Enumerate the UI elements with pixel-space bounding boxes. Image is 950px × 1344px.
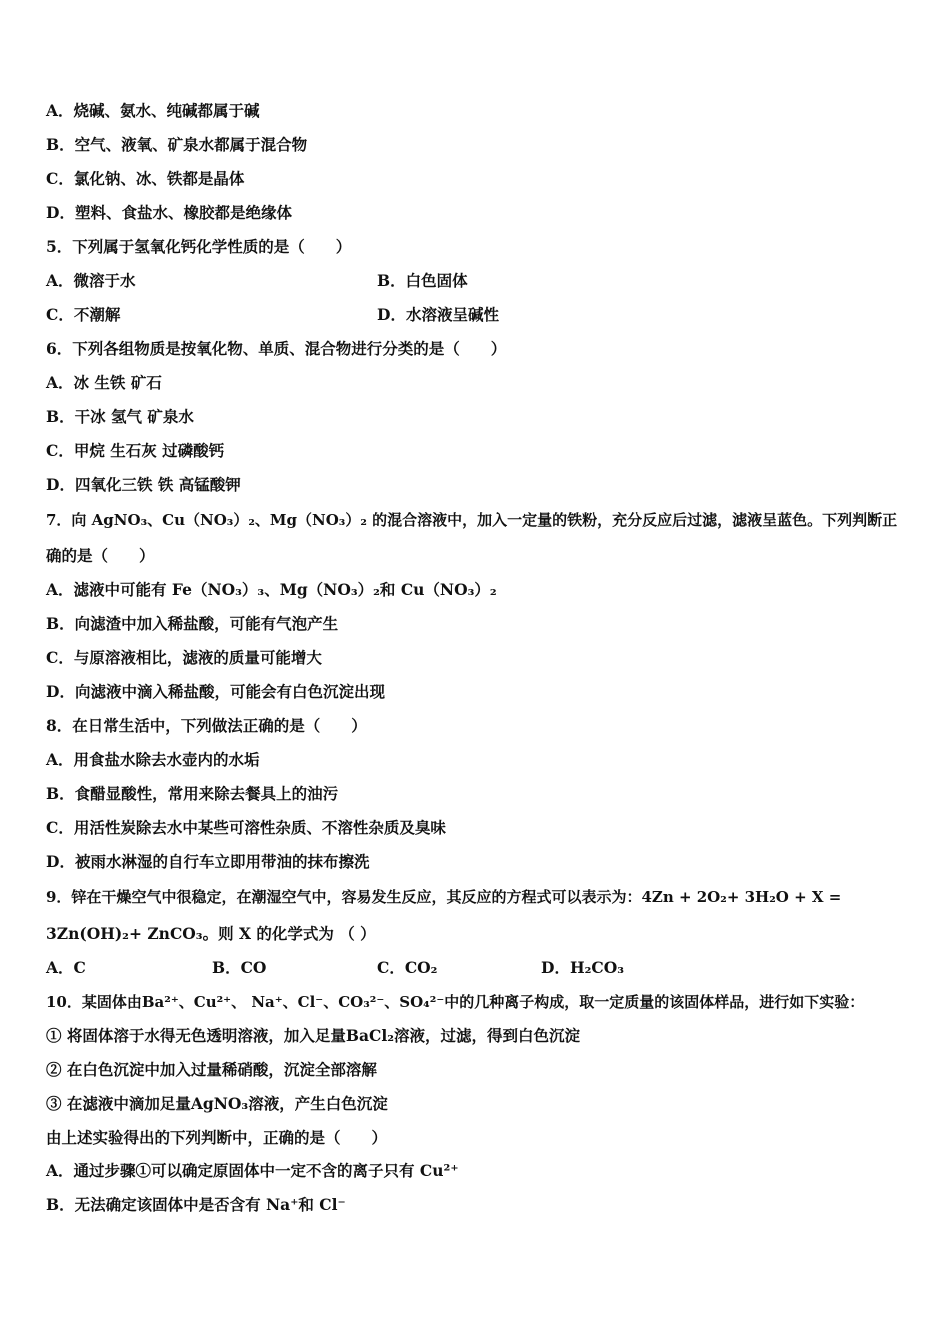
- q8-option-a: A．用食盐水除去水壶内的水垢: [46, 750, 260, 769]
- q7-option-a: A．滤液中可能有 Fe（NO₃）₃、Mg（NO₃）₂和 Cu（NO₃）₂: [46, 580, 497, 599]
- q10-step-3: ③ 在滤液中滴加足量AgNO₃溶液，产生白色沉淀: [46, 1094, 388, 1113]
- q7-stem-line2: 确的是（ ）: [46, 546, 155, 565]
- q10-option-a: A．通过步骤①可以确定原固体中一定不含的离子只有 Cu²⁺: [46, 1161, 459, 1180]
- q7-option-d: D．向滤液中滴入稀盐酸，可能会有白色沉淀出现: [46, 682, 385, 701]
- q6-option-a: A．冰 生铁 矿石: [46, 373, 162, 392]
- q9-option-a: A．C: [46, 958, 86, 977]
- q9-option-c: C．CO₂: [377, 958, 438, 977]
- q5-option-b: B．白色固体: [377, 271, 468, 290]
- q7-option-b: B．向滤渣中加入稀盐酸，可能有气泡产生: [46, 614, 339, 633]
- q6-option-b: B．干冰 氢气 矿泉水: [46, 407, 194, 426]
- q5-stem: 5．下列属于氢氧化钙化学性质的是（ ）: [46, 237, 352, 256]
- q6-stem: 6．下列各组物质是按氧化物、单质、混合物进行分类的是（ ）: [46, 339, 507, 358]
- q10-option-b: B．无法确定该固体中是否含有 Na⁺和 Cl⁻: [46, 1195, 346, 1214]
- q4-option-d: D．塑料、食盐水、橡胶都是绝缘体: [46, 203, 292, 222]
- q10-step-1: ① 将固体溶于水得无色透明溶液，加入足量BaCl₂溶液，过滤，得到白色沉淀: [46, 1026, 581, 1045]
- q8-option-d: D．被雨水淋湿的自行车立即用带油的抹布擦洗: [46, 852, 370, 871]
- q5-option-c: C．不潮解: [46, 305, 121, 324]
- q8-stem: 8．在日常生活中，下列做法正确的是（ ）: [46, 716, 367, 735]
- q4-option-c: C．氯化钠、冰、铁都是晶体: [46, 169, 245, 188]
- q9-option-d: D．H₂CO₃: [541, 958, 625, 977]
- q8-option-c: C．用活性炭除去水中某些可溶性杂质、不溶性杂质及臭味: [46, 818, 446, 837]
- q10-stem: 10．某固体由Ba²⁺、Cu²⁺、 Na⁺、Cl⁻、CO₃²⁻、SO₄²⁻中的几种离子构成，取一定质量的该固体样品，进行如下实验：: [46, 993, 865, 1011]
- q9-stem-line1: 9．锌在干燥空气中很稳定，在潮湿空气中，容易发生反应，其反应的方程式可以表示为：4Zn + 2O₂+ 3H₂O + X =: [46, 888, 842, 906]
- q5-option-d: D．水溶液呈碱性: [377, 305, 499, 324]
- q6-option-d: D．四氧化三铁 铁 高锰酸钾: [46, 475, 241, 494]
- q4-option-a: A．烧碱、氨水、纯碱都属于碱: [46, 101, 260, 120]
- q8-option-b: B．食醋显酸性，常用来除去餐具上的油污: [46, 784, 339, 803]
- q5-option-a: A．微溶于水: [46, 271, 136, 290]
- q10-question: 由上述实验得出的下列判断中，正确的是（ ）: [46, 1128, 388, 1147]
- q10-step-2: ② 在白色沉淀中加入过量稀硝酸，沉淀全部溶解: [46, 1060, 377, 1079]
- q6-option-c: C．甲烷 生石灰 过磷酸钙: [46, 441, 225, 460]
- q9-option-b: B．CO: [212, 958, 267, 977]
- q9-stem-line2: 3Zn(OH)₂+ ZnCO₃。则 X 的化学式为 （ ）: [46, 924, 376, 943]
- q7-stem-line1: 7．向 AgNO₃、Cu（NO₃）₂、Mg（NO₃）₂ 的混合溶液中，加入一定量的铁粉，充分反应后过滤，滤液呈蓝色。下列判断正: [46, 511, 898, 529]
- q7-option-c: C．与原溶液相比，滤液的质量可能增大: [46, 648, 322, 667]
- q4-option-b: B．空气、液氧、矿泉水都属于混合物: [46, 135, 308, 154]
